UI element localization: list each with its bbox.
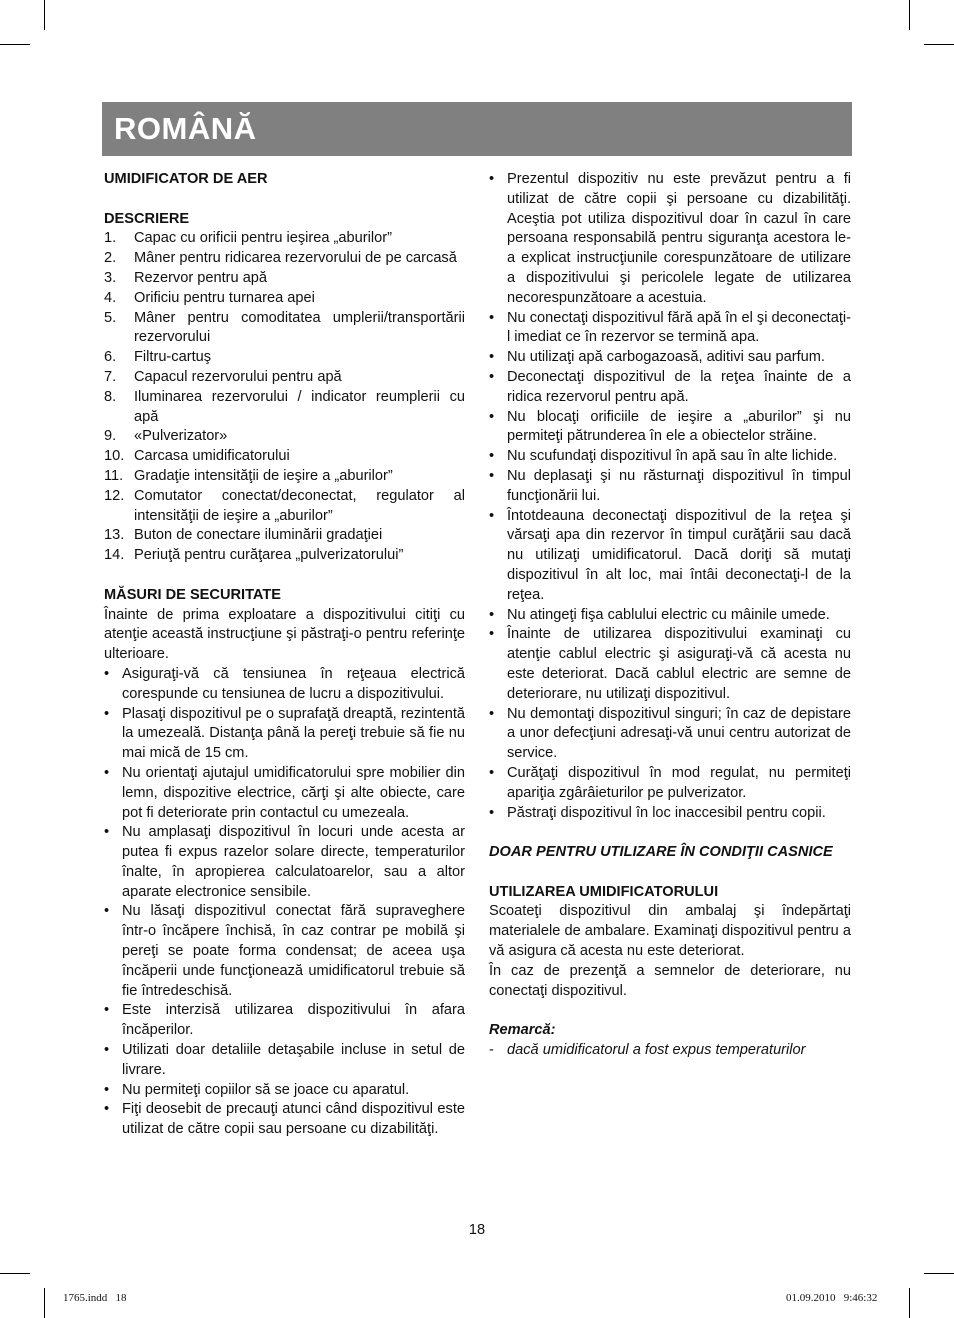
item-text: Periuţă pentru curăţarea „pulverizatorului” <box>134 547 404 564</box>
item-text: Nu lăsaţi dispozitivul conectat fără supraveghere într-o încăpere închisă, în caz contrar pe mobilă şi pereţi se poate forma condensat; de aceea uşa încăperii unde funcţionează umidificatorul trebuie să fie întredeschisă. <box>122 903 465 999</box>
item-number: 10. <box>104 448 125 465</box>
list-item <box>489 507 851 606</box>
bullet-mark: • <box>489 804 495 821</box>
bullet-mark: • <box>489 368 495 385</box>
list-item <box>104 309 465 349</box>
list-item <box>104 1001 465 1041</box>
right-column <box>489 170 851 1061</box>
list-item <box>489 348 851 368</box>
item-text: Curăţaţi dispozitivul în mod regulat, nu permiteţi apariţia zgârâieturilor pe pulverizator. <box>507 764 851 801</box>
item-text: Păstraţi dispozitivul în loc inaccesibil pentru copii. <box>507 804 826 821</box>
bullet-mark: • <box>104 705 110 722</box>
bullet-mark: • <box>104 764 110 781</box>
bullet-mark: • <box>489 349 495 366</box>
list-item <box>489 447 851 467</box>
list-item <box>489 170 851 309</box>
description-list <box>104 229 465 566</box>
list-item <box>104 467 465 487</box>
list-item <box>489 804 851 824</box>
list-item <box>489 1041 851 1061</box>
item-text: Nu conectaţi dispozitivul fără apă în el şi deconectaţi-l imediat ce în rezervor se termină apa. <box>507 309 851 346</box>
bullet-mark: • <box>489 705 495 722</box>
bullet-mark: • <box>104 903 110 920</box>
bullet-mark: • <box>489 626 495 643</box>
safety-list-right <box>489 170 851 823</box>
list-item <box>104 289 465 309</box>
language-banner <box>102 102 852 156</box>
list-item <box>104 249 465 269</box>
item-text: Înainte de utilizarea dispozitivului examinaţi cu atenţie cablul electric şi asiguraţi-vă că acesta nu este deteriorat. Dacă cablul electric are semne de deteriorare, nu utilizaţi dispozitivul. <box>507 626 851 702</box>
bullet-mark: • <box>104 1042 110 1059</box>
list-item <box>104 1081 465 1101</box>
list-item <box>489 606 851 626</box>
item-text: Carcasa umidificatorului <box>134 448 290 465</box>
item-text: Este interzisă utilizarea dispozitivului în afara încăperilor. <box>122 1002 465 1039</box>
item-text: Nu atingeţi fişa cablului electric cu mâinile umede. <box>507 606 830 623</box>
item-text: Mâner pentru ridicarea rezervorului de pe carcasă <box>134 250 457 267</box>
list-item <box>104 348 465 368</box>
crop-mark <box>909 0 910 30</box>
bullet-mark: • <box>104 824 110 841</box>
list-item <box>489 764 851 804</box>
banner-title: ROMÂNĂ <box>114 111 257 146</box>
left-column <box>104 170 465 1140</box>
crop-mark <box>0 1273 30 1274</box>
item-number: 4. <box>104 289 117 306</box>
list-item <box>104 665 465 705</box>
bullet-mark: - <box>489 1042 494 1059</box>
item-text: Filtru-cartuş <box>134 349 212 366</box>
list-item <box>104 764 465 823</box>
list-item <box>104 705 465 764</box>
item-number: 9. <box>104 428 117 445</box>
bullet-mark: • <box>104 665 110 682</box>
bullet-mark: • <box>104 1101 110 1118</box>
crop-mark <box>44 0 45 30</box>
bullet-mark: • <box>104 1002 110 1019</box>
list-item <box>489 467 851 507</box>
item-text: dacă umidificatorul a fost expus temperaturilor <box>507 1042 806 1059</box>
bullet-mark: • <box>489 764 495 781</box>
crop-mark <box>0 44 30 45</box>
item-number: 3. <box>104 269 117 286</box>
list-item <box>489 368 851 408</box>
list-item <box>489 309 851 349</box>
item-text: Nu amplasaţi dispozitivul în locuri unde acesta ar putea fi expus razelor solare directe, temperaturilor înalte, în apropierea calculatoarelor, sau a altor aparate electronice sensibile. <box>122 824 465 900</box>
file-slug: 1765.indd 18 <box>63 1292 127 1304</box>
item-text: Iluminarea rezervorului / indicator reumplerii cu apă <box>134 388 465 425</box>
item-text: Mâner pentru comoditatea umplerii/transportării rezervorului <box>134 309 465 346</box>
item-text: Capac cu orificii pentru ieşirea „aburilor” <box>134 230 392 247</box>
item-number: 2. <box>104 250 117 267</box>
bullet-mark: • <box>489 408 495 425</box>
safety-list-left <box>104 665 465 1140</box>
safety-heading: MĂSURI DE SECURITATE <box>104 586 282 603</box>
item-number: 12. <box>104 487 125 504</box>
item-text: Gradaţie intensităţii de ieşire a „aburilor” <box>134 467 393 484</box>
item-text: Orificiu pentru turnarea apei <box>134 289 315 306</box>
list-item <box>489 625 851 704</box>
usage-heading: UTILIZAREA UMIDIFICATORULUI <box>489 883 719 900</box>
bullet-mark: • <box>489 507 495 524</box>
list-item <box>489 408 851 448</box>
list-item <box>104 823 465 902</box>
list-item <box>104 902 465 1001</box>
bullet-mark: • <box>489 606 495 623</box>
safety-intro: Înainte de prima exploatare a dispozitivului citiţi cu atenţie această instrucţiune şi păstraţi-o pentru referinţe ulterioare. <box>104 606 465 663</box>
remark-heading: Remarcă: <box>489 1022 556 1039</box>
item-text: Fiţi deosebit de precauţi atunci când dispozitivul este utilizat de către copii sau persoane cu dizabilităţi. <box>122 1101 465 1138</box>
item-number: 8. <box>104 388 117 405</box>
crop-mark <box>44 1288 45 1318</box>
list-item <box>104 269 465 289</box>
item-text: Comutator conectat/deconectat, regulator al intensităţii de ieşire a „aburilor” <box>134 487 465 524</box>
item-text: Nu permiteţi copiilor să se joace cu aparatul. <box>122 1081 410 1098</box>
list-item <box>104 546 465 566</box>
list-item <box>104 427 465 447</box>
crop-mark <box>924 1273 954 1274</box>
remark-list <box>489 1041 851 1061</box>
item-number: 14. <box>104 547 125 564</box>
list-item <box>104 487 465 527</box>
list-item <box>489 705 851 764</box>
bullet-mark: • <box>489 171 495 187</box>
item-number: 13. <box>104 527 125 544</box>
item-text: Prezentul dispozitiv nu este prevăzut pentru a fi utilizat de către copii şi persoane cu dizabilităţi. Aceştia pot utiliza dispozitivul doar în cazul în care persoana responsabilă pentru siguranţa acestora le-a explicat instrucţiunile corespunzătoare de utilizare a dispozitivului şi pericolele legate de utilizarea necorespunzătoare a acestuia. <box>507 171 851 306</box>
item-text: Nu demontaţi dispozitivul singuri; în caz de depistare a unor defecţiuni adresaţi-vă unui centru autorizat de service. <box>507 705 851 762</box>
item-text: Întotdeauna deconectaţi dispozitivul de la reţea şi vărsaţi apa din rezervor în timpul curăţării sau dacă nu utilizaţi umidificatorul. Dacă doriţi să mutaţi dispozitivul în alt loc, mai întâi deconectaţi-l de la reţea. <box>507 507 851 603</box>
date-slug: 01.09.2010 9:46:32 <box>786 1292 878 1304</box>
item-text: Buton de conectare iluminării gradaţiei <box>134 527 383 544</box>
item-text: Asiguraţi-vă că tensiunea în reţeaua electrică corespunde cu tensiunea de lucru a dispozitivului. <box>122 665 465 702</box>
description-heading: DESCRIERE <box>104 210 190 227</box>
item-text: Plasaţi dispozitivul pe o suprafaţă dreaptă, rezintentă la umezeală. Distanţa până la pereţi trebuie să fie nu mai mică de 15 cm. <box>122 705 465 762</box>
list-item <box>104 388 465 428</box>
item-number: 6. <box>104 349 117 366</box>
item-number: 5. <box>104 309 117 326</box>
bullet-mark: • <box>489 448 495 465</box>
bullet-mark: • <box>104 1081 110 1098</box>
item-text: Nu deplasaţi şi nu răsturnaţi dispozitivul în timpul funcţionării lui. <box>507 467 851 504</box>
item-text: Utilizati doar detaliile detaşabile incluse in setul de livrare. <box>122 1042 465 1078</box>
usage-text-warning: În caz de prezenţă a semnelor de deteriorare, nu conectaţi dispozitivul. <box>489 962 851 999</box>
item-text: Nu blocaţi orificiile de ieşire a „aburilor” şi nu permiteţi pătrunderea în ele a obiectelor străine. <box>507 408 851 445</box>
household-note: DOAR PENTRU UTILIZARE ÎN CONDIŢII CASNICE <box>489 844 833 861</box>
item-number: 7. <box>104 368 117 385</box>
item-text: Rezervor pentru apă <box>134 269 268 286</box>
item-text: Nu scufundaţi dispozitivul în apă sau în alte lichide. <box>507 448 838 465</box>
bullet-mark: • <box>489 467 495 484</box>
list-item <box>104 447 465 467</box>
crop-mark <box>924 44 954 45</box>
list-item <box>104 526 465 546</box>
item-number: 1. <box>104 230 117 247</box>
item-number: 11. <box>104 467 124 484</box>
item-text: «Pulverizator» <box>134 428 228 445</box>
list-item <box>104 1041 465 1081</box>
crop-mark <box>909 1288 910 1318</box>
item-text: Nu orientaţi ajutajul umidificatorului spre mobilier din lemn, dispozitive electrice, cărţi şi alte obiecte, care pot fi deteriorate prin contactul cu umezeala. <box>122 764 465 821</box>
page-number: 18 <box>468 1222 486 1238</box>
list-item <box>104 229 465 249</box>
bullet-mark: • <box>489 309 495 326</box>
usage-text: Scoateţi dispozitivul din ambalaj şi îndepărtaţi materialele de ambalare. Examinaţi dispozitivul pentru a vă asigura că acesta nu este deteriorat. <box>489 903 851 960</box>
list-item <box>104 368 465 388</box>
document-title: UMIDIFICATOR DE AER <box>104 171 268 187</box>
item-text: Deconectaţi dispozitivul de la reţea înainte de a ridica rezervorul pentru apă. <box>507 368 851 405</box>
list-item <box>104 1100 465 1140</box>
item-text: Nu utilizaţi apă carbogazoasă, aditivi sau parfum. <box>507 349 825 366</box>
item-text: Capacul rezervorului pentru apă <box>134 368 342 385</box>
